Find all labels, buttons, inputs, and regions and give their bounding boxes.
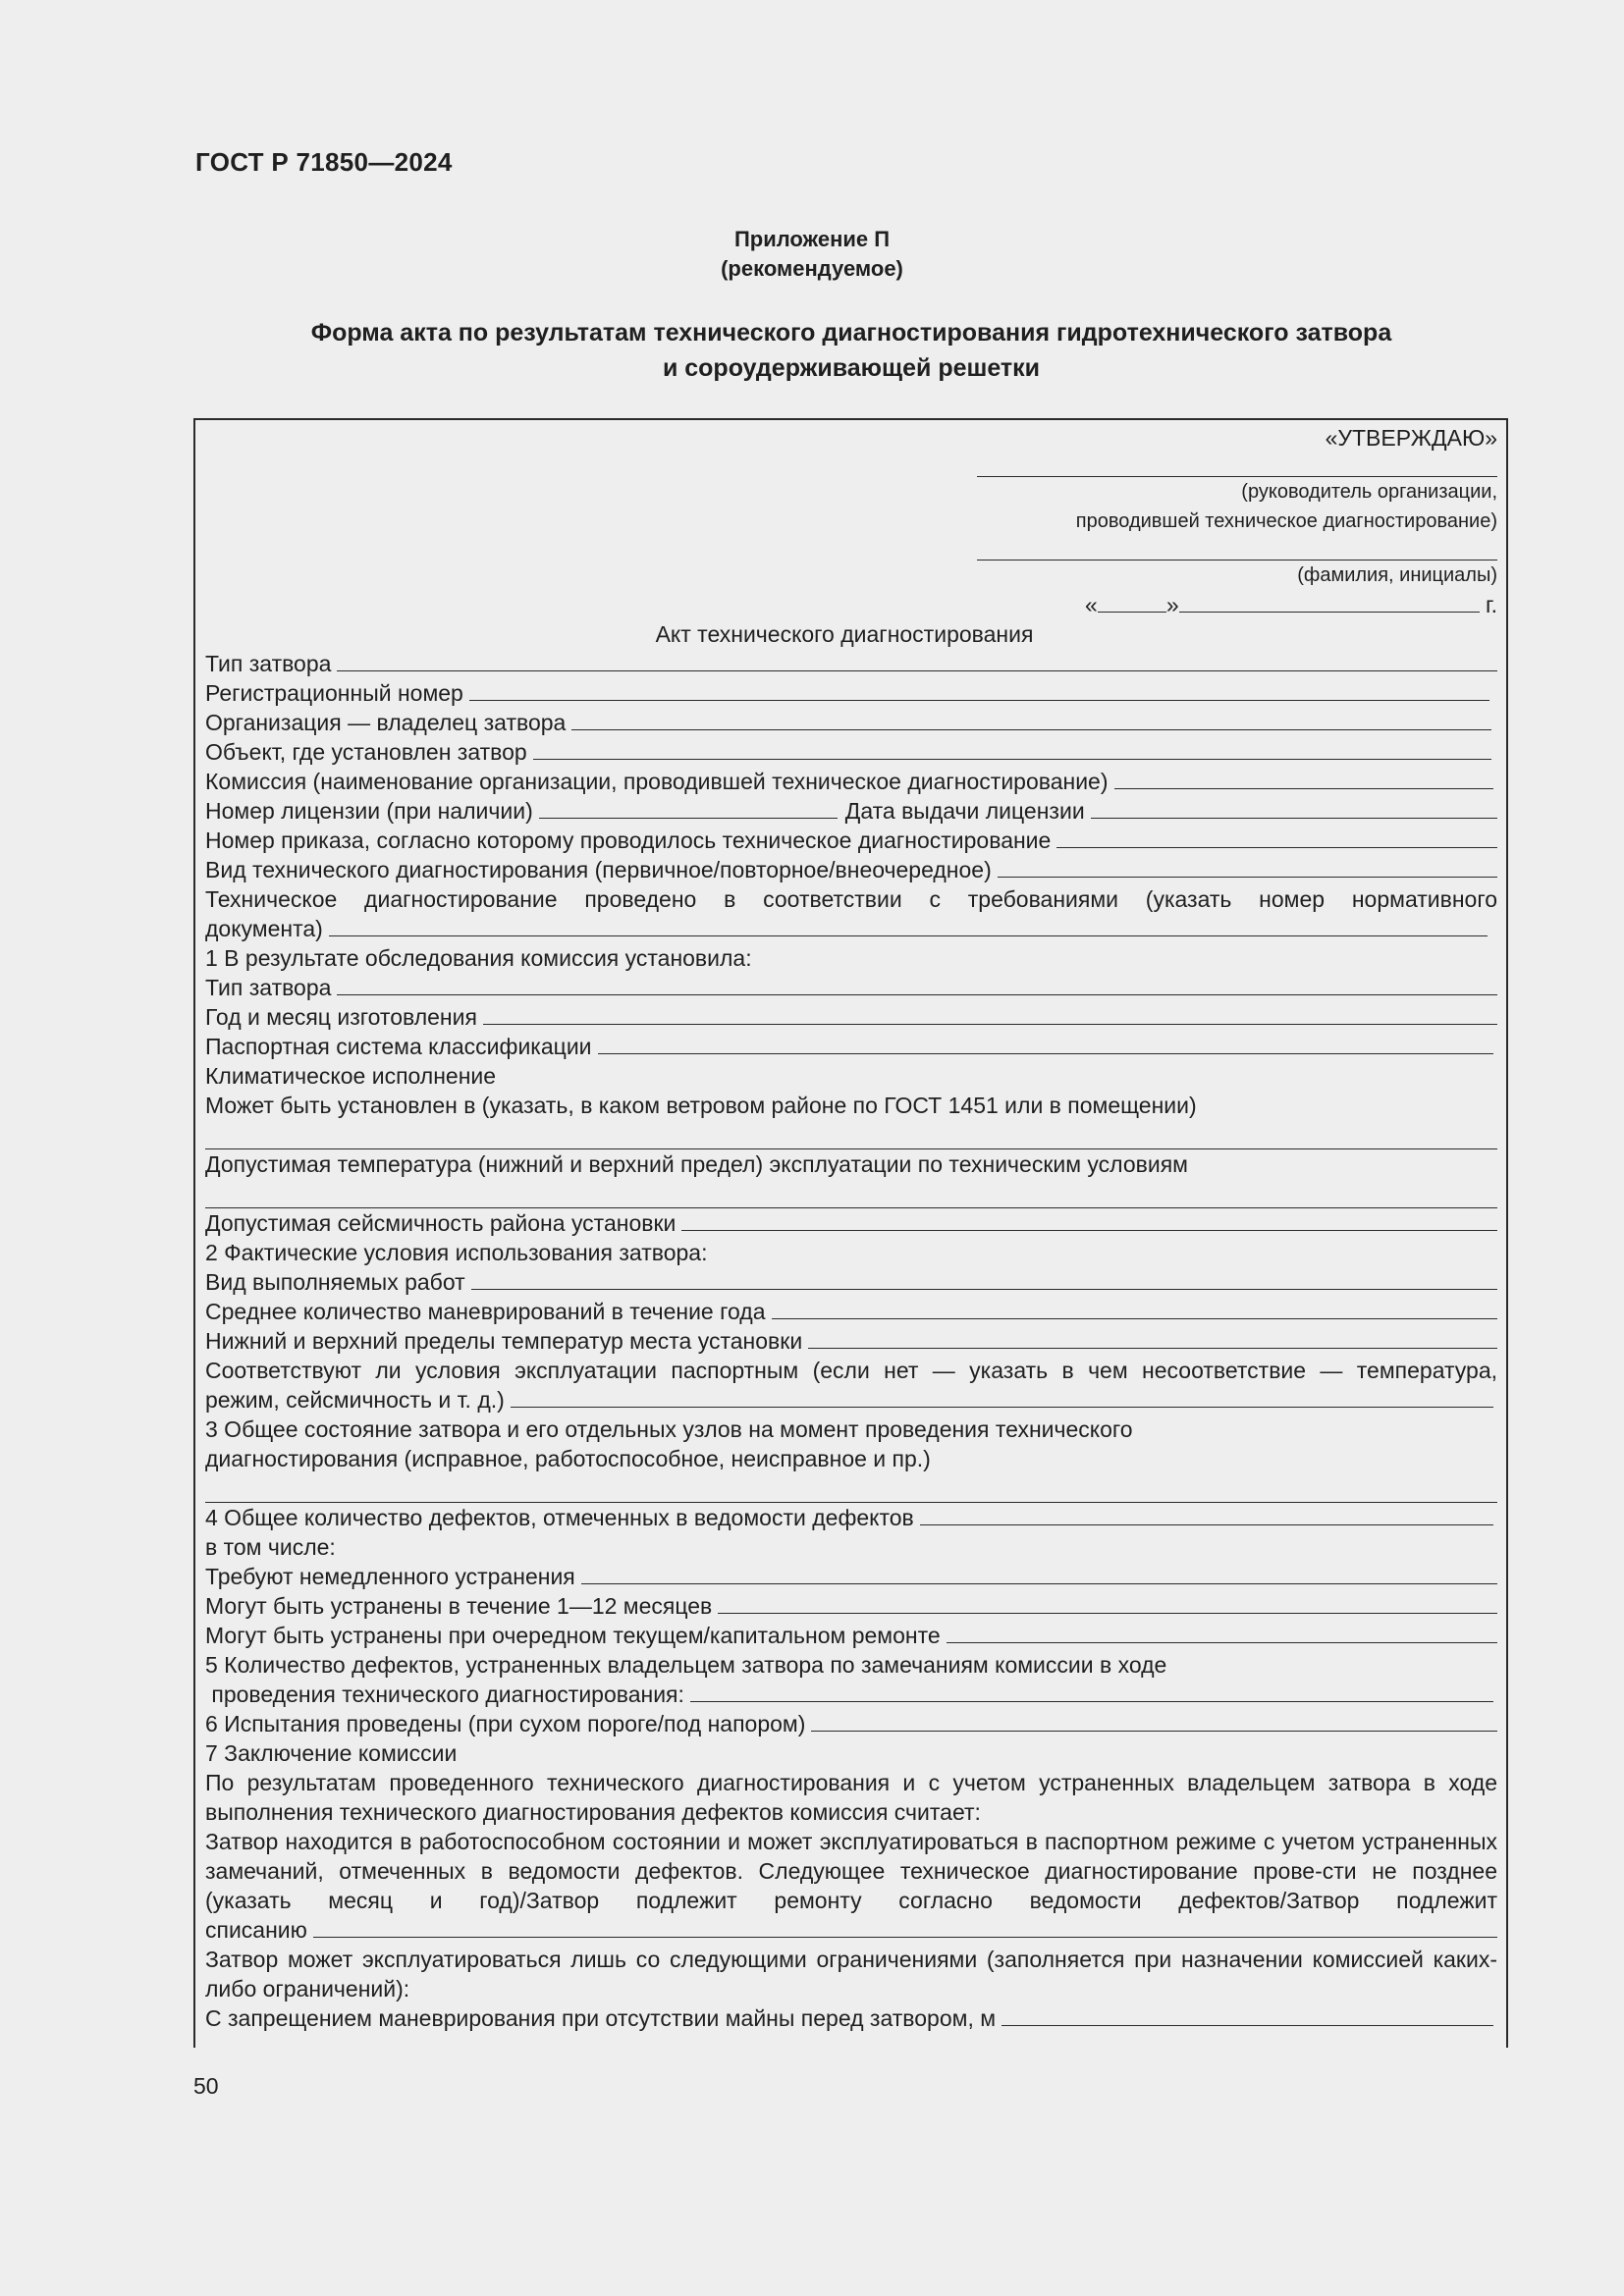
s1-classification: Паспортная система классификации <box>205 1032 1497 1061</box>
approval-date: « » г. <box>1085 592 1497 617</box>
field-gate-type: Тип затвора <box>205 649 1497 678</box>
s1-install-place-blank <box>205 1120 1497 1149</box>
head-note-line2: проводившей техническое диагностирование) <box>1075 510 1497 532</box>
s4-within-year: Могут быть устранены в течение 1—12 месяцев <box>205 1591 1497 1621</box>
s1-climate: Климатическое исполнение <box>205 1063 497 1089</box>
s7-para2-end: списанию <box>205 1915 1497 1945</box>
s3-blank <box>205 1473 1497 1503</box>
s2-temp-limits: Нижний и верхний пределы температур места установки <box>205 1326 1497 1356</box>
s6-line: 6 Испытания проведены (при сухом пороге/под напором) <box>205 1709 1497 1738</box>
form-title-line1: Форма акта по результатам технического диагностирования гидротехнического затвора <box>310 319 1392 347</box>
name-note: (фамилия, инициалы) <box>1297 564 1497 586</box>
s4-including: в том числе: <box>205 1534 336 1560</box>
date-day-blank <box>1098 590 1166 613</box>
field-site: Объект, где установлен затвор <box>205 737 1497 767</box>
s1-temp-range: Допустимая температура (нижний и верхний предел) эксплуатации по техническим условиям <box>205 1151 1188 1177</box>
s4-immediate: Требуют немедленного устранения <box>205 1562 1497 1591</box>
s3-line1: 3 Общее состояние затвора и его отдельных узлов на момент проведения технического <box>205 1416 1133 1442</box>
field-reg-number: Регистрационный номер <box>205 678 1497 708</box>
field-diagnostics-kind: Вид технического диагностирования (первичное/повторное/внеочередное) <box>205 855 1497 884</box>
head-signature-line <box>977 453 1497 477</box>
s5-line2: проведения технического диагностирования: <box>205 1680 1497 1709</box>
field-owner: Организация — владелец затвора <box>205 708 1497 737</box>
standard-code: ГОСТ Р 71850—2024 <box>195 147 453 177</box>
annex-status: (рекомендуемое) <box>721 256 903 281</box>
approve-caption: «УТВЕРЖДАЮ» <box>1325 425 1497 451</box>
field-commission: Комиссия (наименование организации, проводившей техническое диагностирование) <box>205 767 1497 796</box>
s7-heading: 7 Заключение комиссии <box>205 1740 458 1766</box>
form-title-line2: и сороудерживающей решетки <box>662 354 1041 382</box>
form-title <box>0 315 1624 386</box>
form-content <box>205 423 1497 2033</box>
field-accordance-line2: документа) <box>205 914 1497 943</box>
s7-para2: Затвор находится в работоспособном состоянии и может эксплуатироваться в паспортном режиме с учетом устраненных замечаний, отмеченных в ведомости дефектов. Следующее техническое диагностирование прове-сти не позднее (указать месяц и год)/Затвор подлежит ремонту согласно ведомости дефектов/Затвор подлежит <box>205 1829 1497 1913</box>
page-number: 50 <box>193 2073 219 2099</box>
head-note-line1: (руководитель организации, <box>1241 481 1497 503</box>
s4-heading: 4 Общее количество дефектов, отмеченных в ведомости дефектов <box>205 1503 1497 1532</box>
act-title: Акт технического диагностирования <box>655 621 1034 647</box>
s1-manufacture-date: Год и месяц изготовления <box>205 1002 1497 1032</box>
field-accordance-line1: Техническое диагностирование проведено в соответствии с требованиями (указать номер нормативного <box>205 886 1497 912</box>
date-month-blank <box>1179 590 1480 613</box>
s2-work-type: Вид выполняемых работ <box>205 1267 1497 1297</box>
s7-restriction: С запрещением маневрирования при отсутствии майны перед затвором, м <box>205 2003 1497 2033</box>
s2-avg-maneuvers: Среднее количество маневрирований в течение года <box>205 1297 1497 1326</box>
s1-gate-type: Тип затвора <box>205 973 1497 1002</box>
approval-block <box>205 423 1497 619</box>
annex-heading <box>0 225 1624 284</box>
s2-compliance-line1: Соответствуют ли условия эксплуатации паспортным (если нет — указать в чем несоответствие — температура, <box>205 1358 1497 1383</box>
s7-para3: Затвор может эксплуатироваться лишь со следующими ограничениями (заполняется при назначении комиссией каких-либо ограничений): <box>205 1947 1497 2002</box>
name-signature-line <box>977 536 1497 561</box>
s4-at-repair: Могут быть устранены при очередном текущем/капитальном ремонте <box>205 1621 1497 1650</box>
field-order-number: Номер приказа, согласно которому проводилось техническое диагностирование <box>205 826 1497 855</box>
license-number-blank <box>539 798 838 819</box>
s1-temp-range-blank <box>205 1179 1497 1208</box>
s7-para1: По результатам проведенного технического диагностирования и с учетом устраненных владельцем затвора в ходе выполнения технического диагностирования дефектов комиссия считает: <box>205 1770 1497 1825</box>
s1-install-place: Может быть установлен в (указать, в каком ветровом районе по ГОСТ 1451 или в помещении) <box>205 1093 1197 1118</box>
field-license: Номер лицензии (при наличии) Дата выдачи лицензии <box>205 796 1497 826</box>
s3-line2: диагностирования (исправное, работоспособное, неисправное и пр.) <box>205 1446 931 1471</box>
s2-compliance-line2: режим, сейсмичность и т. д.) <box>205 1385 1497 1415</box>
s1-seismic: Допустимая сейсмичность района установки <box>205 1208 1497 1238</box>
section2-heading: 2 Фактические условия использования затвора: <box>205 1240 708 1265</box>
annex-title: Приложение П <box>733 227 891 251</box>
s5-line1: 5 Количество дефектов, устраненных владельцем затвора по замечаниям комиссии в ходе <box>205 1652 1167 1678</box>
section1-heading: 1 В результате обследования комиссия установила: <box>205 945 752 971</box>
